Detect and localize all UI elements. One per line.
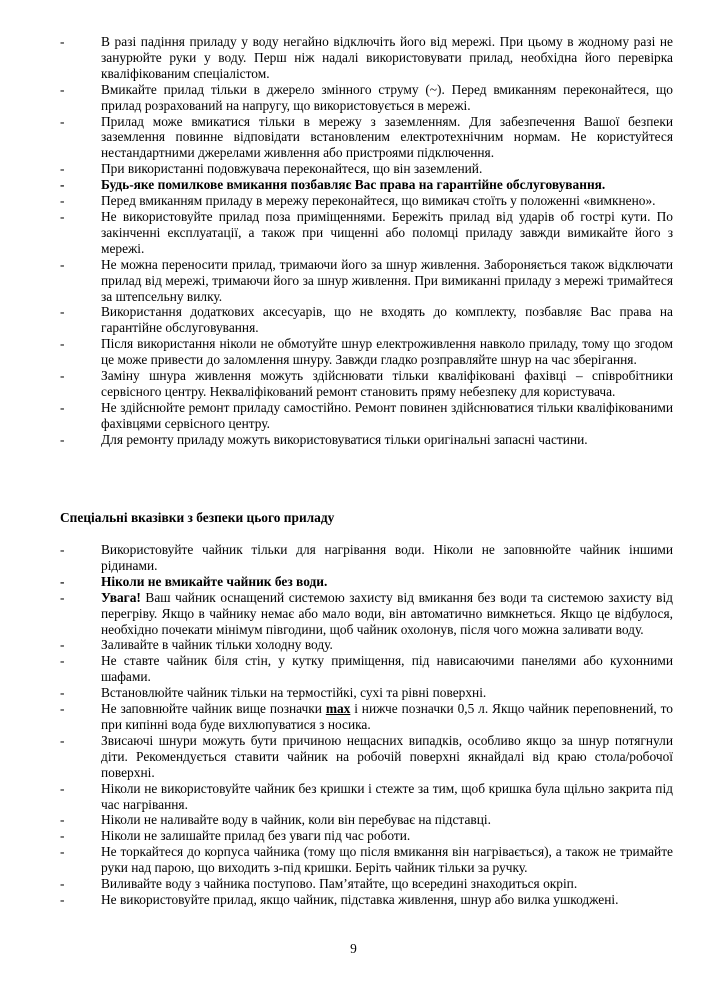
list-item [60, 209, 673, 257]
bullet-dash: - [60, 336, 65, 352]
bullet-dash: - [60, 812, 65, 828]
bullet-dash: - [60, 161, 65, 177]
bullet-dash: - [60, 177, 65, 193]
list-item [60, 653, 673, 685]
list-item [60, 876, 673, 892]
bullet-dash: - [60, 780, 65, 796]
list-item-warranty-warning [60, 177, 673, 193]
item-text: Ніколи не використовуйте чайник без кришки і стежте за тим, щоб кришка була щільно закрита під час нагрівання. [101, 780, 673, 812]
item-text: Перед вмиканням приладу в мережу переконайтеся, що вимикач стоїть у положенні «вимкнено». [101, 193, 656, 209]
list-item [60, 892, 673, 908]
list-item [60, 34, 673, 82]
item-text: Використовуйте чайник тільки для нагрівання води. Ніколи не заповнюйте чайник іншими рідинами. [101, 542, 673, 573]
general-safety-list [60, 34, 673, 448]
list-item [60, 193, 673, 209]
list-item [60, 368, 673, 400]
bullet-dash: - [60, 701, 65, 717]
item-text: Не здійснюйте ремонт приладу самостійно. Ремонт повинен здійснюватися тільки кваліфікованими фахівцями сервісного центру. [101, 399, 673, 431]
item-text: Ніколи не наливайте воду в чайник, коли він перебуває на підставці. [101, 812, 491, 828]
list-item [60, 781, 673, 813]
list-item-no-water-warning [60, 574, 673, 590]
list-item [60, 336, 673, 368]
bullet-dash: - [60, 589, 65, 605]
list-item [60, 637, 673, 653]
bullet-dash: - [60, 844, 65, 860]
bullet-dash: - [60, 256, 65, 272]
section-heading: Спеціальні вказівки з безпеки цього приладу [60, 510, 335, 525]
list-item [60, 257, 673, 305]
bullet-dash: - [60, 828, 65, 844]
list-item [60, 304, 673, 336]
item-text: Ваш чайник оснащений системою захисту від вмикання без води та системою захисту від перегріву. Якщо в чайнику немає або мало води, він автоматично вимкнеться. Якщо це відбулося, необхідно почекати мінімум півгодини, щоб чайник охолонув, після чого можна заливати воду. [101, 589, 673, 637]
bullet-dash: - [60, 685, 65, 701]
item-text: Заміну шнура живлення можуть здійснювати тільки кваліфіковані фахівці – співробітники сервісного центру. Некваліфікований ремонт становить пряму небезпеку для користувача. [101, 368, 673, 399]
list-item-fill-level [60, 701, 673, 733]
item-text: Використання додаткових аксесуарів, що не входять до комплекту, позбавляє Вас права на гарантійне обслуговування. [101, 304, 673, 336]
item-text: Звисаючі шнури можуть бути причиною нещасних випадків, особливо якщо за шнур потягнули діти. Рекомендується ставити чайник на робочій поверхні якнайдалі від краю стола/робочої поверхні. [101, 732, 673, 780]
max-mark-label: max [325, 701, 351, 717]
item-text: При використанні подовжувача переконайтеся, що він заземлений. [101, 161, 483, 177]
list-item [60, 733, 673, 781]
bullet-dash: - [60, 431, 65, 447]
item-text: Будь-яке помилкове вмикання позбавляє Вас права на гарантійне обслуговування. [101, 177, 606, 193]
list-item [60, 432, 673, 448]
item-text: Заливайте в чайник тільки холодну воду. [101, 637, 333, 653]
bullet-dash: - [60, 876, 65, 892]
item-text-after: і нижче позначки 0,5 л. Якщо чайник переповнений, то при кипінні вода буде вихлюпуватися з носика. [101, 701, 674, 732]
list-item [60, 844, 673, 876]
bullet-dash: - [60, 304, 65, 320]
bullet-dash: - [60, 399, 65, 415]
bullet-dash: - [60, 891, 65, 907]
item-text: Не використовуйте прилад поза приміщеннями. Бережіть прилад від ударів об гострі кути. По закінченні експлуатації, а також при чищенні або поломці приладу завжди вимикайте його з мережі. [101, 208, 673, 256]
bullet-dash: - [60, 573, 65, 589]
item-text: Прилад може вмикатися тільки в мережу з заземленням. Для забезпечення Вашої безпеки заземлення повинне відповідати встановленим електротехнічним нормам. Не користуйтеся нестандартними джерелами живлення або пристроями підключення. [101, 113, 673, 161]
item-text: Ніколи не залишайте прилад без уваги під час роботи. [101, 828, 411, 844]
list-item [60, 161, 673, 177]
bullet-dash: - [60, 732, 65, 748]
item-text: Встановлюйте чайник тільки на термостійкі, сухі та рівні поверхні. [101, 685, 487, 701]
item-text: Вмикайте прилад тільки в джерело змінного струму (~). Перед вмиканням переконайтеся, що прилад розрахований на напругу, що використовується в мережі. [101, 81, 673, 113]
item-text: В разі падіння приладу у воду негайно відключіть його від мережі. При цьому в жодному разі не занурюйте руки у воду. Перш ніж надалі використовувати прилад, необхідна його перевірка кваліфікованим спеціалістом. [101, 34, 673, 81]
bullet-dash: - [60, 193, 65, 209]
list-item [60, 812, 673, 828]
bullet-dash: - [60, 113, 65, 129]
list-item [60, 542, 673, 574]
list-item [60, 82, 673, 114]
item-text: Ніколи не вмикайте чайник без води. [101, 573, 328, 589]
item-text: Не використовуйте прилад, якщо чайник, підставка живлення, шнур або вилка ушкоджені. [101, 891, 619, 907]
bullet-dash: - [60, 542, 65, 557]
bullet-dash: - [60, 34, 65, 49]
list-item [60, 114, 673, 162]
kettle-safety-list [60, 542, 673, 908]
bullet-dash: - [60, 208, 65, 224]
item-text: Не можна переносити прилад, тримаючи його за шнур живлення. Забороняється також відключати прилад від мережі, тримаючи його за шнур живлення. При вимиканні приладу з мережі тримайтеся за штепсельну вилку. [101, 256, 673, 304]
item-text: Не торкайтеся до корпуса чайника (тому що після вмикання він нагрівається), а також не тримайте руки над парою, що виходить з-під кришки. Беріть чайник тільки за ручку. [101, 844, 673, 876]
item-text: Після використання ніколи не обмотуйте шнур електроживлення навколо приладу, тому що згодом це може привести до заломлення шнуру. Завжди гладко розправляйте шнур на час зберігання. [101, 336, 673, 368]
list-item [60, 400, 673, 432]
list-item [60, 828, 673, 844]
item-text: Виливайте воду з чайника поступово. Пам’ятайте, що всередині знаходиться окріп. [101, 876, 578, 892]
item-text: Не ставте чайник біля стін, у кутку приміщення, під нависаючими панелями або кухонними шафами. [101, 653, 673, 685]
attention-label: Увага! [101, 589, 141, 605]
bullet-dash: - [60, 637, 65, 653]
list-item-attention [60, 590, 673, 638]
bullet-dash: - [60, 81, 65, 97]
bullet-dash: - [60, 653, 65, 669]
item-text-before: Не заповнюйте чайник вище позначки [101, 701, 326, 717]
bullet-dash: - [60, 368, 65, 384]
item-text: Для ремонту приладу можуть використовуватися тільки оригінальні запасні частини. [101, 431, 588, 447]
list-item [60, 685, 673, 701]
page-number: 9 [350, 941, 357, 956]
